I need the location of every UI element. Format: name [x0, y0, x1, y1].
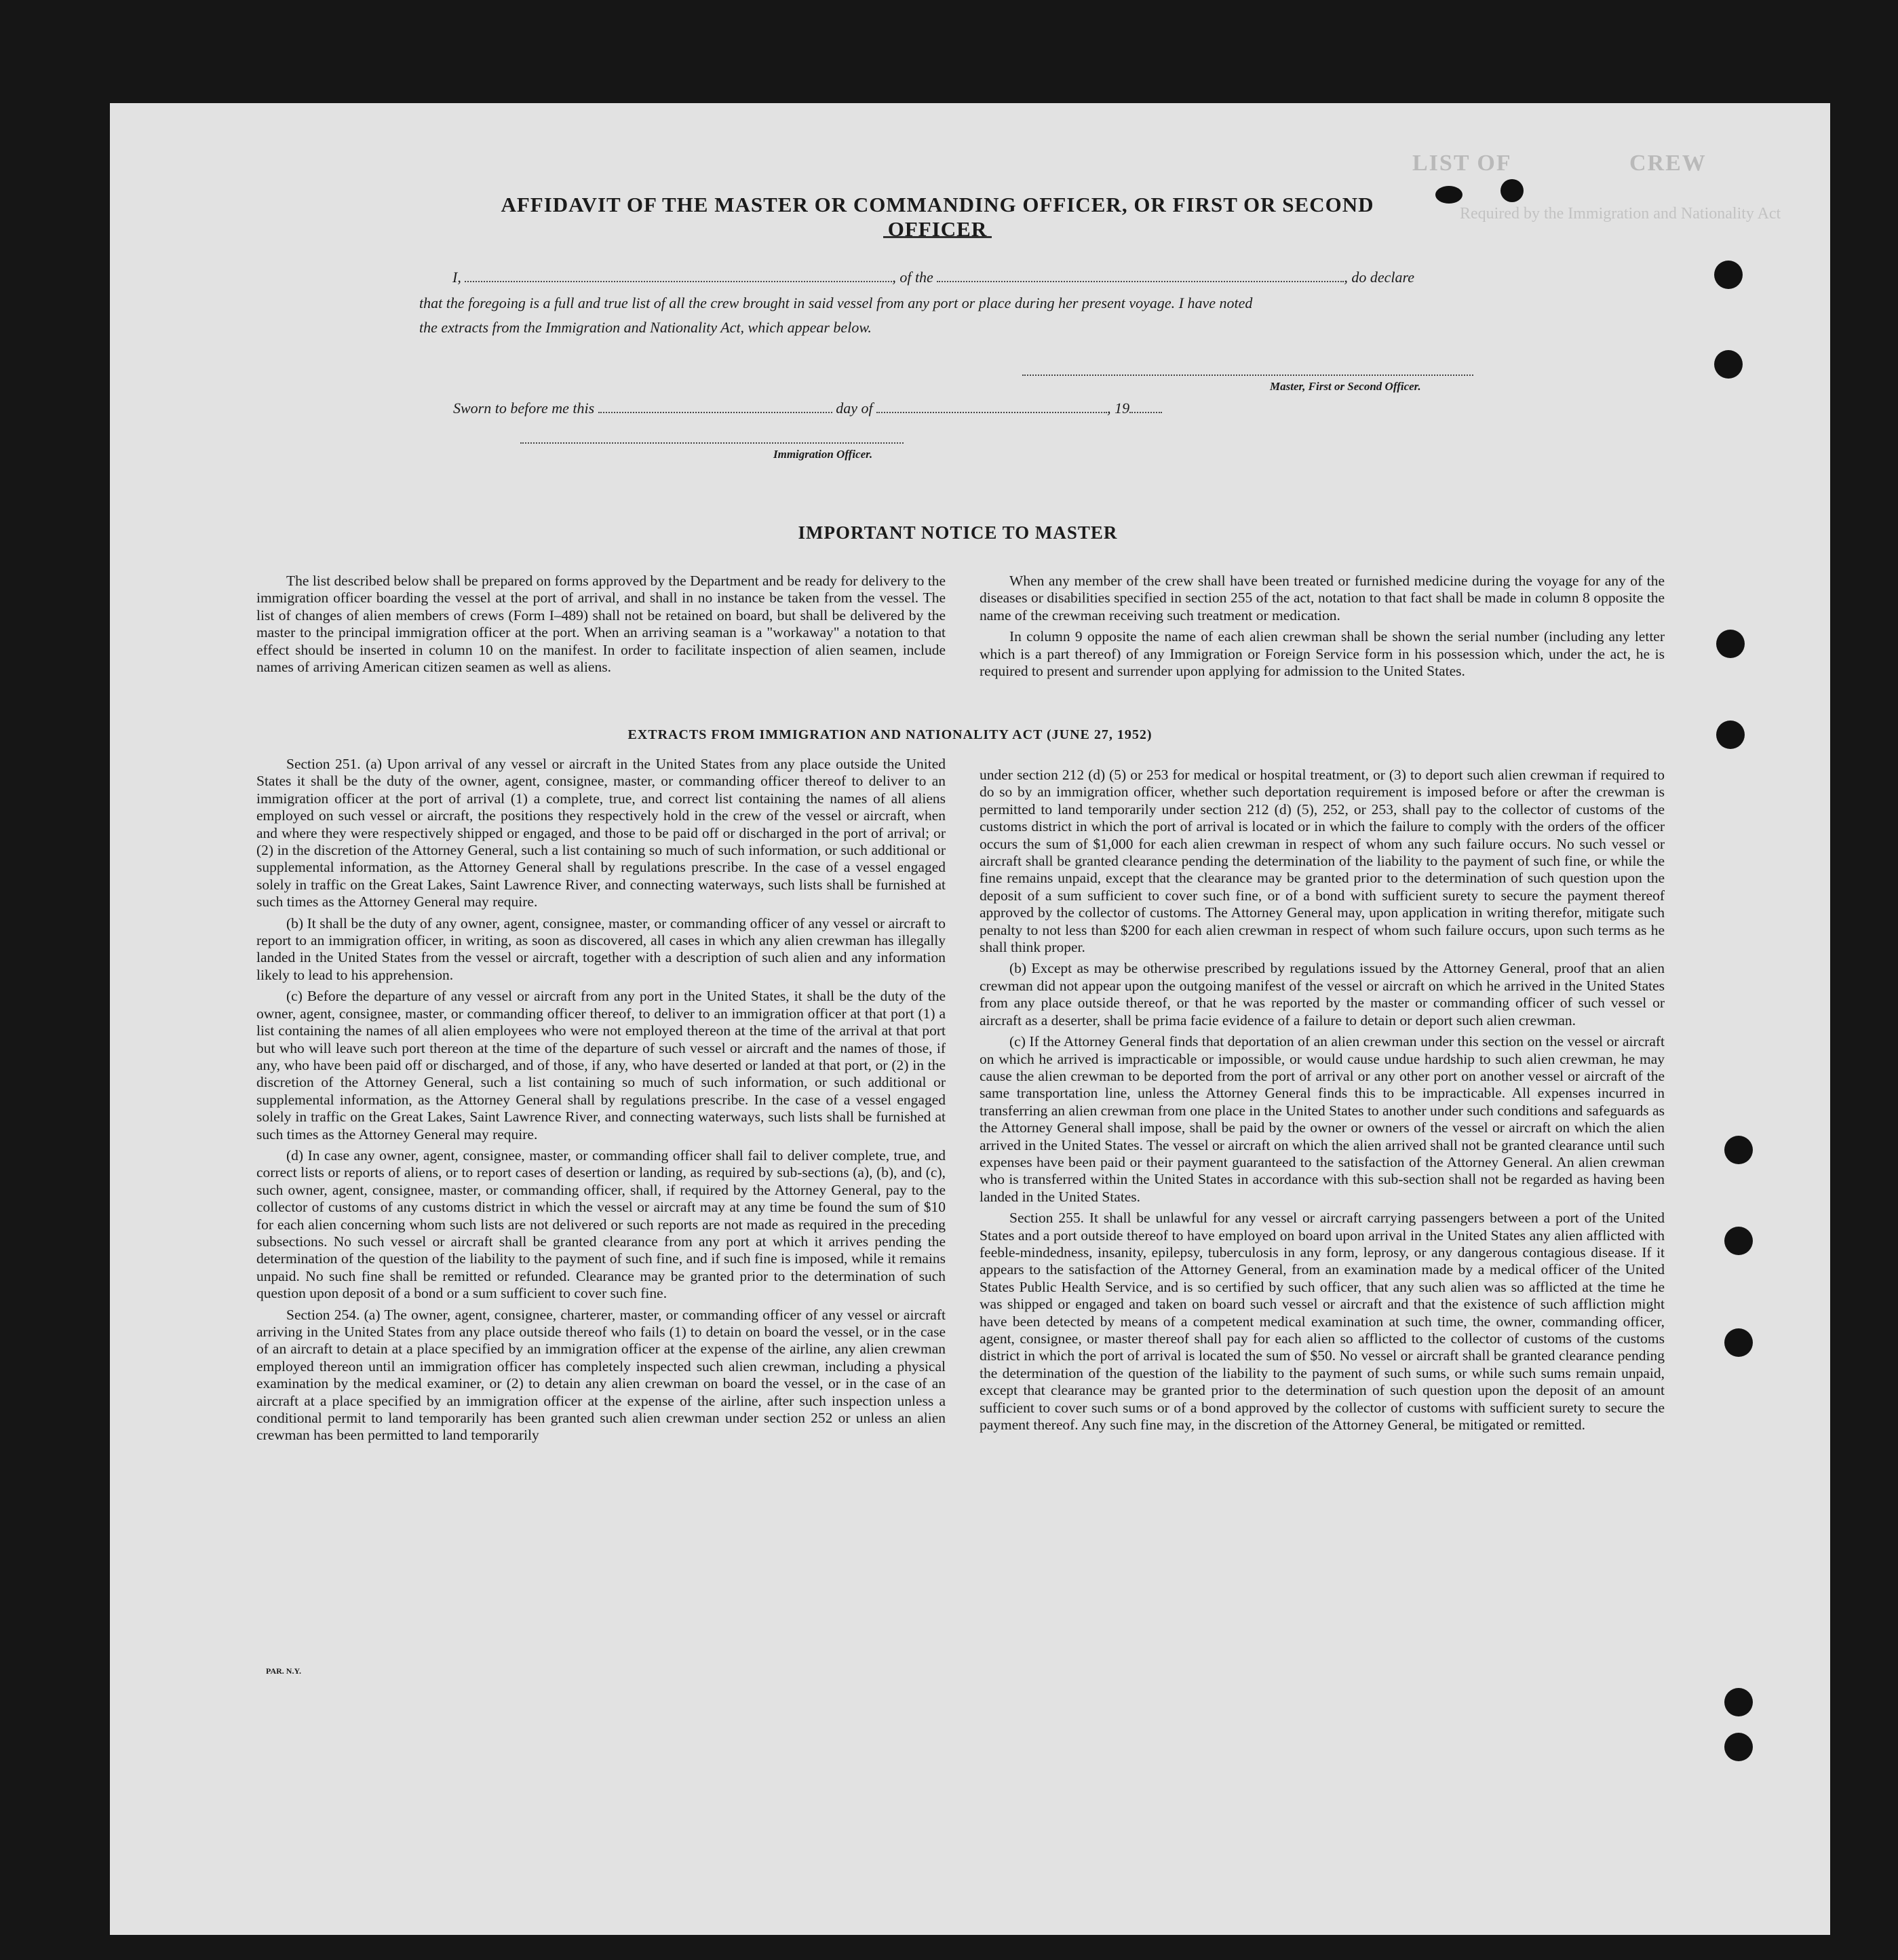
extract-paragraph: Section 255. It shall be unlawful for any vessel or aircraft carrying passengers between a port of the United States and a port outside thereof to have employed on board upon arrival in the United States any alien afflicted with feeble-mindedness, insanity, epilepsy, tuberculosis in any form, leprosy, or any dangerous contagious disease. If it appears to the satisfaction of the Attorney General, from an examination made by a medical officer of the United States Public Health Service, and is so certified by such officer, that any such alien was so afflicted at the time he was shipped or engaged and taken on board such vessel or aircraft and that the existence of such affliction might have been detected by means of a competent medical examination at such time, the owner, commanding officer, agent, consignee, or master thereof shall pay for each alien so afflicted to the collector of customs of the customs district in which the port of arrival is located the sum of $50. No vessel or aircraft shall be granted clearance pending the determination of the question of the liability to the payment of such sums, or while such sums remain unpaid, except that clearance may be granted prior to the determination of such question upon the deposit of an amount sufficient to cover such sums or of a bond approved by the collector of customs with sufficient surety to secure the payment thereof. Any such fine may, in the discretion of the Attorney General, be mitigated or remitted. — [980, 1210, 1665, 1434]
binder-hole — [1714, 350, 1743, 379]
extract-paragraph: Section 251. (a) Upon arrival of any vessel or aircraft in the United States from any place outside the United States it shall be the duty of the owner, agent, consignee, master, or commanding officer thereof to deliver to an immigration officer at the port of arrival (1) a complete, true, and correct list containing the names of all aliens employed on such vessel or aircraft, the positions they respectively hold in the crew of the vessel or aircraft, when and where they were respectively shipped or engaged, and those to be paid off or discharged in the port of arrival; or (2) in the discretion of the Attorney General, such a list containing so much of such information, or such additional or supplemental information, as the Attorney General shall by regulations prescribe. In the case of a vessel engaged solely in traffic on the Great Lakes, Saint Lawrence River, and connecting waterways, such lists shall be furnished at such times as the Attorney General may require. — [256, 756, 946, 910]
statement-line-1: that the foregoing is a full and true list of all the crew brought in said vessel from any port or place during her present voyage. I have noted — [419, 294, 1253, 311]
affidavit-title: AFFIDAVIT OF THE MASTER OR COMMANDING OFFICER, OR FIRST OR SECOND OFFICER — [501, 193, 1374, 241]
extract-paragraph: Section 254. (a) The owner, agent, consignee, charterer, master, or commanding officer of any vessel or aircraft arriving in the United States from any place outside thereof who fails (1) to detain on board the vessel, or in the case of an aircraft to detain at a place specified by an immigration officer at the expense of the airline, any alien crewman employed thereon until an immigration officer has completely inspected such alien crewman, including a physical examination by the medical examiner, or (2) to detain any alien crewman on board the vessel, or in the case of an aircraft at a place specified by an immigration officer at the expense of the airline, after such inspection unless a conditional permit to land temporarily has been granted such alien crewman under section 252 or unless an alien crewman has been permitted to land temporarily — [256, 1306, 946, 1444]
bleed-through-text: LIST OF — [1412, 151, 1512, 176]
sworn-day-field[interactable] — [598, 400, 832, 413]
officer-signature-label: Immigration Officer. — [773, 448, 873, 461]
statement-line-2: the extracts from the Immigration and Nationality Act, which appear below. — [419, 319, 872, 336]
binder-hole — [1724, 1688, 1753, 1716]
extracts-title: EXTRACTS FROM IMMIGRATION AND NATIONALITY ACT (JUNE 27, 1952) — [627, 727, 1153, 742]
name-field[interactable] — [465, 269, 892, 282]
binder-hole — [1724, 1136, 1753, 1164]
title-rule — [883, 236, 992, 238]
master-signature-line[interactable] — [1022, 374, 1473, 376]
extract-paragraph: under section 212 (d) (5) or 253 for medical or hospital treatment, or (3) to deport such alien crewman if required to do so by an immigration officer, whether such deportation requirement is imposed before or after the crewman is permitted to land temporarily under section 212 (d) (5), 252, or 253, shall pay to the collector of customs of the customs district in which the port of arrival is located or in which the failure to comply with the orders of the officer occurs the sum of $1,000 for each alien crewman in respect of whom any such failure occurs. No such vessel or aircraft shall be granted clearance pending the determination of the liability to the payment of such fine, or while the fine remains unpaid, except that the clearance may be granted prior to the determination of such question upon the deposit of a sum sufficient to cover such fine, or of a bond with sufficient surety to secure the payment thereof approved by the collector of customs. The Attorney General may, upon application in writing therefor, mitigate such penalty to not less than $200 for each alien crewman in respect of whom such failure occurs, upon such terms as he shall think proper. — [980, 767, 1665, 956]
do-declare-label: , do declare — [1344, 269, 1414, 286]
bleed-through-text: CREW — [1629, 151, 1707, 176]
document-page — [110, 103, 1830, 1935]
ink-spot — [1500, 179, 1524, 202]
notice-left-column — [256, 573, 946, 680]
binder-hole — [1716, 630, 1745, 658]
master-signature-label: Master, First or Second Officer. — [1270, 380, 1421, 393]
binder-hole — [1714, 261, 1743, 289]
extract-paragraph: (b) It shall be the duty of any owner, agent, consignee, master, or commanding officer of any vessel or aircraft to report to an immigration officer, in writing, as soon as discovered, all cases in which any alien crewman has illegally landed in the United States from the vessel or aircraft, together with a description of such alien and any information likely to lead to his apprehension. — [256, 915, 946, 983]
printer-mark: PAR. N.Y. — [266, 1666, 302, 1676]
binder-hole — [1724, 1227, 1753, 1255]
sworn-year-field[interactable] — [1129, 400, 1162, 413]
notice-paragraph: The list described below shall be prepared on forms approved by the Department and be ready for delivery to the immigration officer boarding the vessel at the port of arrival, and shall in no instance be taken from the vessel. The list of changes of alien members of crews (Form I–489) shall not be retained on board, but shall be delivered by the master to the principal immigration officer at the port. When an arriving seaman is a "workaway" a notation to that effect should be inserted in column 10 on the manifest. In order to facilitate inspection of alien seamen, include names of arriving American citizen seamen as well as aliens. — [256, 573, 946, 676]
ink-spot — [1435, 186, 1463, 204]
extracts-left-column — [256, 756, 946, 1448]
extracts-right-column — [980, 767, 1665, 1438]
sworn-month-field[interactable] — [876, 400, 1107, 413]
extract-paragraph: (c) Before the departure of any vessel or aircraft from any port in the United States, it shall be the duty of the owner, agent, consignee, master, or commanding officer thereof, to deliver to an immigration officer at that port (1) a list containing the names of all alien employees who were not employed thereon at the time of the arrival at that port but who will leave such port thereon at the time of the departure of such vessel or aircraft and the names of those, if any, who have been paid off or discharged, and of those, if any, who have deserted or landed at that port, or (2) in the discretion of the Attorney General, such a list containing so much of such information, or such additional or supplemental information, as the Attorney General shall by regulations prescribe. In the case of a vessel engaged solely in traffic on the Great Lakes, Saint Lawrence River, and connecting waterways, such lists shall be furnished at such times as the Attorney General may require. — [256, 988, 946, 1142]
extract-paragraph: (d) In case any owner, agent, consignee, master, or commanding officer shall fail to deliver complete, true, and correct lists or reports of aliens, or to report cases of desertion or landing, as required by sub-sections (a), (b), and (c), such owner, agent, consignee, master, or commanding officer, shall, if required by the Attorney General, pay to the collector of customs of any customs district in which the vessel or aircraft may at any time be found the sum of $10 for each alien concerning whom such lists are not delivered or such reports are not made as required in the preceding subsections. No such vessel or aircraft shall be granted clearance from any port at which it arrives pending the determination of the question of the liability to the payment of such fine, and if such fine is imposed, while it remains unpaid. No such fine shall be remitted or refunded. Clearance may be granted prior to the determination of such question upon deposit of a bond or a sum sufficient to cover such fine. — [256, 1147, 946, 1302]
sworn-line — [453, 400, 1162, 417]
vessel-field[interactable] — [937, 269, 1344, 282]
bleed-through-text: Required by the Immigration and Nationality Act — [1460, 205, 1781, 223]
notice-title: IMPORTANT NOTICE TO MASTER — [798, 522, 1118, 543]
i-label: I, — [452, 269, 461, 286]
binder-hole — [1724, 1733, 1753, 1761]
notice-paragraph: When any member of the crew shall have been treated or furnished medicine during the voyage for any of the diseases or disabilities specified in section 255 of the act, notation to that fact shall be made in column 8 opposite the name of the crewman receiving such treatment or medication. — [980, 573, 1665, 623]
extract-paragraph: (c) If the Attorney General finds that deportation of an alien crewman under this section on the vessel or aircraft on which he arrived is impracticable or impossible, or would cause undue hardship to such alien crewman, he may cause the alien crewman to be deported from the port of arrival or any other port on another vessel or aircraft of the same transportation line, unless the Attorney General finds this to be impracticable. All expenses incurred in transferring an alien crewman from one place in the United States to another under such conditions and safeguards as the Attorney General shall impose, shall be paid by the owner or owners of the vessel or aircraft on which the alien arrived in the United States. The vessel or aircraft on which the alien arrived shall not be granted clearance until such expenses have been paid or their payment guaranteed to the satisfaction of the Attorney General. An alien crewman who is transferred within the United States in accordance with this sub-section shall not be regarded as having been landed in the United States. — [980, 1033, 1665, 1205]
day-of-label: day of — [836, 400, 873, 417]
declaration-line — [452, 269, 1414, 286]
binder-hole — [1716, 720, 1745, 749]
extract-paragraph: (b) Except as may be otherwise prescribed by regulations issued by the Attorney General, proof that an alien crewman did not appear upon the outgoing manifest of the vessel or aircraft on which he arrived in the United States from any place outside thereof, or that he was reported by the master or commanding officer of such vessel or aircraft as a deserter, shall be prima facie evidence of a failure to detain or deport such alien crewman. — [980, 960, 1665, 1029]
officer-signature-line[interactable] — [520, 442, 904, 444]
notice-paragraph: In column 9 opposite the name of each alien crewman shall be shown the serial number (including any letter which is a part thereof) of any Immigration or Foreign Service form in his possession which, under the act, he is required to present and surrender upon applying for admission to the United States. — [980, 628, 1665, 680]
year-label: , 19 — [1107, 400, 1130, 417]
of-the-label: , of the — [892, 269, 933, 286]
sworn-label: Sworn to before me this — [453, 400, 595, 417]
binder-hole — [1724, 1328, 1753, 1357]
notice-right-column — [980, 573, 1665, 684]
